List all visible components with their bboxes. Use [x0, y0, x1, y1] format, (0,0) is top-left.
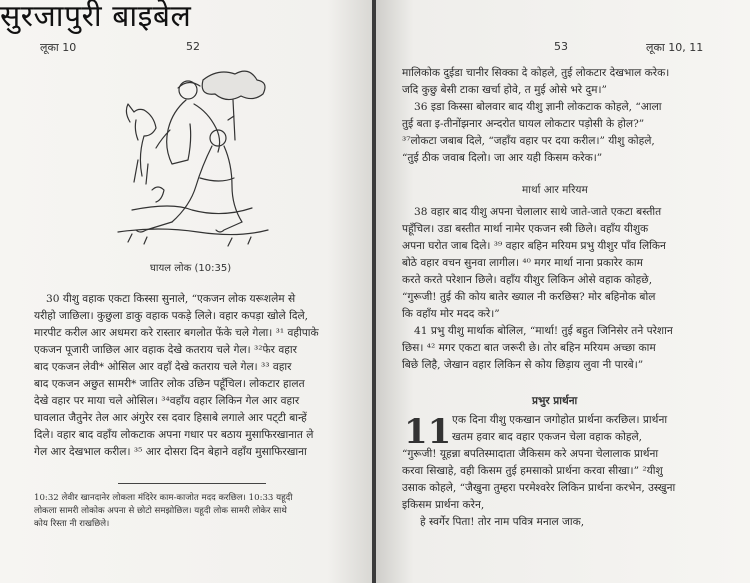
text-line: 36 इडा किस्सा बोलवार बाद यीशु ज्ञानी लोकटाक कोहले, “आला: [414, 101, 662, 113]
left-running-head: लूका 10: [40, 41, 77, 54]
text-line: करवा सिखाहे, वही किसम तुई हमसाको प्रार्थना करवा सीखा।” ²यीशु: [402, 465, 663, 477]
text-line: अपना घरोत जाब दिले। ³⁹ वहार बहिन मरियम प्रभु यीशुर पाँव लिकिन: [402, 240, 666, 252]
text-line: इकिसम प्रार्थना करेन,: [402, 499, 485, 511]
illustration-caption: घायल लोक (10:35): [150, 263, 232, 274]
right-body-text-2: [402, 204, 722, 374]
footnotes: [34, 492, 354, 531]
text-line: “गुरूजी! यूहन्ना बपतिस्मादाता जैकिसम करे अपना चेलालाक प्रार्थना: [402, 448, 659, 460]
text-line: बाद एकजन लेवी* ओसिल आर वहाँ देखे कतराय चले गेल। ³³ वहार: [34, 361, 292, 373]
text-line: 41 प्रभु यीशु मार्थाक बोलिल, “मार्था! तुई बहुत जिनिसेर तने परेशान: [414, 325, 673, 337]
text-line: छिस। ⁴² मगर एकटा बात जरूरी छे। तोर बहिन मरियम अच्छा काम: [402, 342, 656, 354]
footnote-line: कोय रिस्ता नी राखछिले।: [34, 519, 110, 529]
text-line: दिले। वहार बाद वहाँय लोकटाक अपना गधार पर बठाय मुसाफिरखानात ले: [34, 429, 314, 441]
section-title-lords-prayer: प्रभुर प्रार्थना: [532, 395, 578, 407]
watermark-banner: सुरजापुरी बाइबेल: [0, 0, 192, 34]
text-line: 30 यीशु वहाक एकटा किस्सा सुनाले, “एकजन लोक यरूशलेम से: [46, 293, 296, 305]
left-page: [0, 0, 372, 583]
footnote-divider: [118, 483, 266, 484]
section-title-martha-mary: मार्था आर मरियम: [522, 184, 588, 196]
chapter-number: 11: [404, 412, 452, 452]
text-line: “गुरूजी! तुई की कोय बातेर ख्याल नी करछिस? मोर बहिनोक बोल: [402, 291, 656, 303]
text-line: कि वहाँय मोर मदद करे।”: [402, 308, 500, 320]
text-line: बिछे लिहै, जेखान वहार लिकिन से कोय छिड़ाय लुवा नी पारबे।”: [402, 359, 644, 371]
text-line: करते करते परेशान छिले। वहाँय यीशुर लिकिन ओसे वहाक कोहछे,: [402, 274, 653, 286]
text-line: 38 वहार बाद यीशु अपना चेलालार साथे जाते-जाते एकटा बस्तीत: [414, 206, 662, 218]
text-line: बाद एकजन अछुत सामरी* जातिर लोक उछिन पहूँचिल। लोकटार हालत: [34, 378, 305, 390]
text-line: ³⁷लोकटा जबाब दिले, “जहाँय वहार पर दया करील।” यीशु कोहले,: [402, 135, 655, 147]
text-line: मारपीट करील आर अधमरा करे रास्तार बगलोत फेंके चले गेला। ³¹ वहीपाके: [34, 327, 319, 339]
left-page-number: 52: [186, 40, 200, 53]
text-line: घावलात जैतुनेर तेल आर अंगुरेर रस दवार हिसाबे लगाले आर पट्‌टी बान्हें: [34, 412, 307, 424]
footnote-line: लोकला सामरी लोकोक अपना से छोटो समझोछिल। यहूदी लोक सामरी लोकेर साथे: [34, 506, 287, 516]
text-line: मालिकोक दुईडा चानीर सिक्का दे कोहले, तुई लोकटार देखभाल करेक।: [402, 67, 670, 79]
text-line: उसाक कोहले, “जैखुना तुम्हरा परमेश्वरेर लिकिन प्रार्थना करभेन, उस्खुना: [402, 482, 676, 494]
left-body-text: [34, 291, 350, 461]
text-line: पहूँचिल। उडा बस्तीत मार्था नामेर एकजन स्त्री छिले। वहाँय यीशुक: [402, 223, 649, 235]
good-samaritan-drawing-icon: [108, 60, 278, 260]
text-line: एकजन पूजारी जाछिल आर वहाक देखे कतराय चले गेल। ³²फेर वहार: [34, 344, 297, 356]
text-line: एक दिना यीशु एकखान जगोहोत प्रार्थना करछिल। प्रार्थना: [452, 414, 668, 426]
right-page-number: 53: [554, 40, 568, 53]
text-line: बोठे वहार वचन सुनवा लागील। ⁴⁰ मगर मार्था नाना प्रकारेर काम: [402, 257, 643, 269]
right-body-text-3b: [402, 446, 722, 531]
text-line: हे स्वर्गेर पिता! तोर नाम पवित्र मनाल जाक,: [420, 516, 585, 528]
text-line: खतम हवार बाद वहार एकजन चेला वहाक कोहले,: [452, 431, 643, 443]
text-line: देखे वहार पर माया चले ओसिल। ³⁴वहाँय वहार लिकिन गेल आर वहार: [34, 395, 300, 407]
right-running-head: लूका 10, 11: [646, 41, 704, 54]
text-line: गेल आर देखभाल करील। ³⁵ आर दोसरा दिन बेहाने वहाँय मुसाफिरखाना: [34, 446, 307, 458]
text-line: जदि कुछु बेसी टाका खर्चा होवे, त मुई ओसे भरे दुम।”: [402, 84, 607, 96]
footnote-line: 10:32 लेवीर खानदानेर लोकला मंदिरेर काम-काजोत मदद करछिल। 10:33 यहूदी: [34, 493, 293, 503]
text-line: यरीहो जाछिला। कुछुला डाकु वहाक पकड़े लिले। वहार कपड़ा खोले दिले,: [34, 310, 309, 322]
text-line: “तुई ठीक जवाब दिलो। जा आर यही किसम करेक।”: [402, 152, 603, 164]
right-body-text-1: [402, 65, 722, 167]
text-line: तुई बता इ-तीनोंझनार अन्दरोत घायल लोकटार पड़ोसी के होल?”: [402, 118, 645, 130]
right-body-text-3a: [452, 412, 724, 446]
